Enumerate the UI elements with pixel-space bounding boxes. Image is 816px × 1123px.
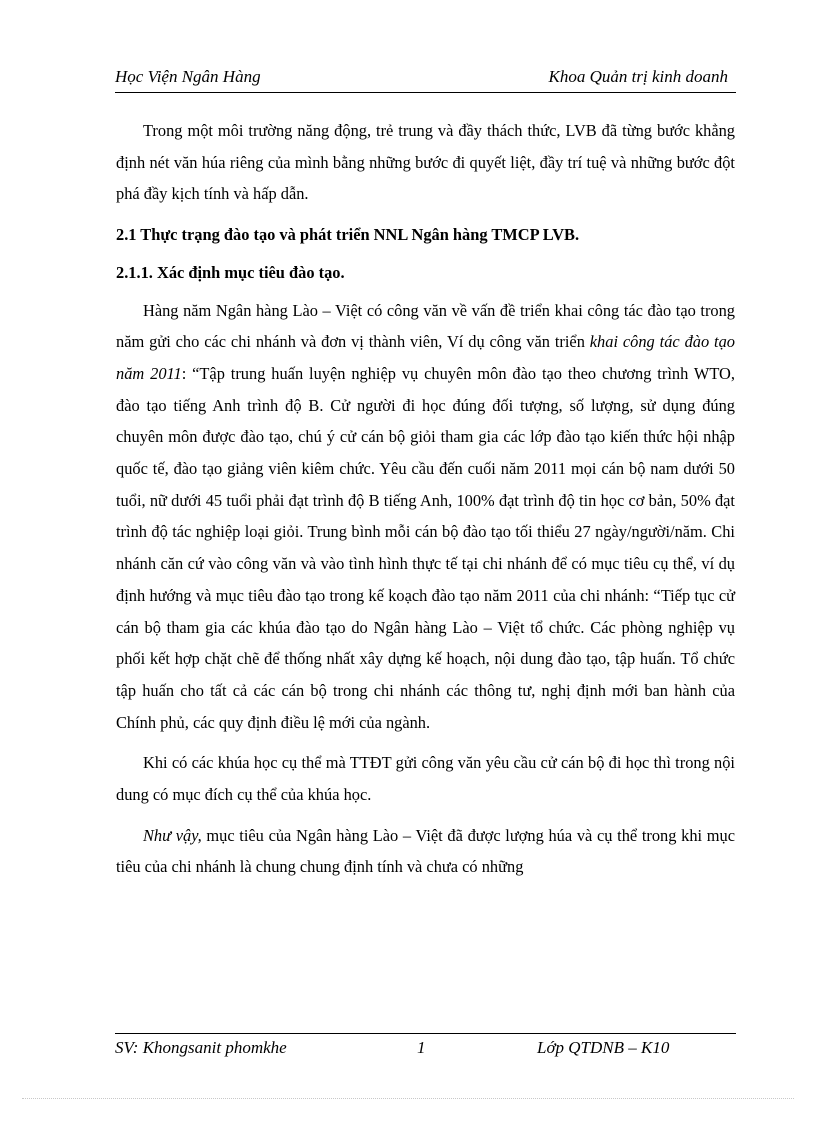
footer-student: SV: Khongsanit phomkhe bbox=[115, 1038, 287, 1057]
paragraph-annual-plan-start: Hàng năm Ngân hàng Lào – Việt có công văn về vấn đề triển khai công tác đào tạo trong năm gửi cho các chi nhánh và đơn vị thành viên, Ví dụ công văn triển bbox=[116, 300, 735, 352]
footer-page-number: 1 bbox=[417, 1038, 426, 1057]
footer-class: Lớp QTDNB – K10 bbox=[537, 1038, 670, 1057]
page-header bbox=[115, 66, 736, 93]
header-faculty: Khoa Quản trị kinh doanh bbox=[548, 67, 728, 86]
subsection-heading: 2.1.1. Xác định mục tiêu đào tạo. bbox=[116, 262, 345, 282]
paragraph-courses: Khi có các khúa học cụ thể mà TTĐT gửi công văn yêu cầu cử cán bộ đi học thì trong nội dung có mục đích cụ thể của khúa học. bbox=[116, 753, 735, 805]
paragraph-conclusion-italic: Như vậy, bbox=[143, 825, 202, 845]
page-footer bbox=[115, 1033, 736, 1064]
paragraph-conclusion-rest: mục tiêu của Ngân hàng Lào – Việt đã được lượng húa và cụ thể trong khi mục tiêu của chi nhánh là chung chung định tính và chưa có những bbox=[116, 825, 735, 877]
paragraph-conclusion bbox=[116, 820, 735, 883]
page-bottom-divider bbox=[22, 1098, 794, 1099]
section-heading: 2.1 Thực trạng đào tạo và phát triển NNL Ngân hàng TMCP LVB. bbox=[116, 225, 580, 245]
document-body bbox=[116, 115, 735, 883]
paragraph-annual-plan-italic: khai công tác đào tạo năm 2011 bbox=[116, 332, 735, 383]
paragraph-annual-plan-end: : “Tập trung huấn luyện nghiệp vụ chuyên môn đào tạo theo chương trình WTO, đào tạo tiếng Anh trình độ B. Cử người đi học đúng đối tượng, số lượng, sử dụng đúng chuyên môn được đào tạo, chú ý cử cán bộ giỏi tham gia các lớp đào tạo kiến thức hội nhập quốc tế, đào tạo giảng viên kiêm chức. Yêu cầu đến cuối năm 2011 mọi cán bộ nam dưới 50 tuổi, nữ dưới 45 tuổi phải đạt trình độ B tiếng Anh, 100% đạt trình độ tin học cơ bản, 50% đạt trình độ tác nghiệp loại giỏi. Trung bình mỗi cán bộ đào tạo tối thiểu 27 ngày/người/năm. Chi nhánh căn cứ vào công văn và vào tình hình thực tế tại chi nhánh để có mục tiêu cụ thể, ví dụ định hướng và mục tiêu đào tạo trong kế koạch đào tạo năm 2011 của chi nhánh: “Tiếp tục cử cán bộ tham gia các khúa đào tạo do Ngân hàng Lào – Việt tổ chức. Các phòng nghiệp vụ phối kết hợp chặt chẽ để thống nhất xây dựng kế hoạch, nội dung đào tạo, tập huấn. Tổ chức tập huấn cho tất cả các cán bộ trong chi nhánh các thông tư, nghị định mới ban hành của Chính phủ, các quy định điều lệ mới của ngành. bbox=[116, 363, 735, 732]
header-institution: Học Viện Ngân Hàng bbox=[115, 67, 261, 86]
intro-paragraph: Trong một môi trường năng động, trẻ trung và đầy thách thức, LVB đã từng bước khẳng định nét văn húa riêng của mình bằng những bước đi quyết liệt, đầy trí tuệ và những bước đột phá đầy kịch tính và hấp dẫn. bbox=[116, 121, 735, 204]
paragraph-annual-plan bbox=[116, 295, 735, 739]
